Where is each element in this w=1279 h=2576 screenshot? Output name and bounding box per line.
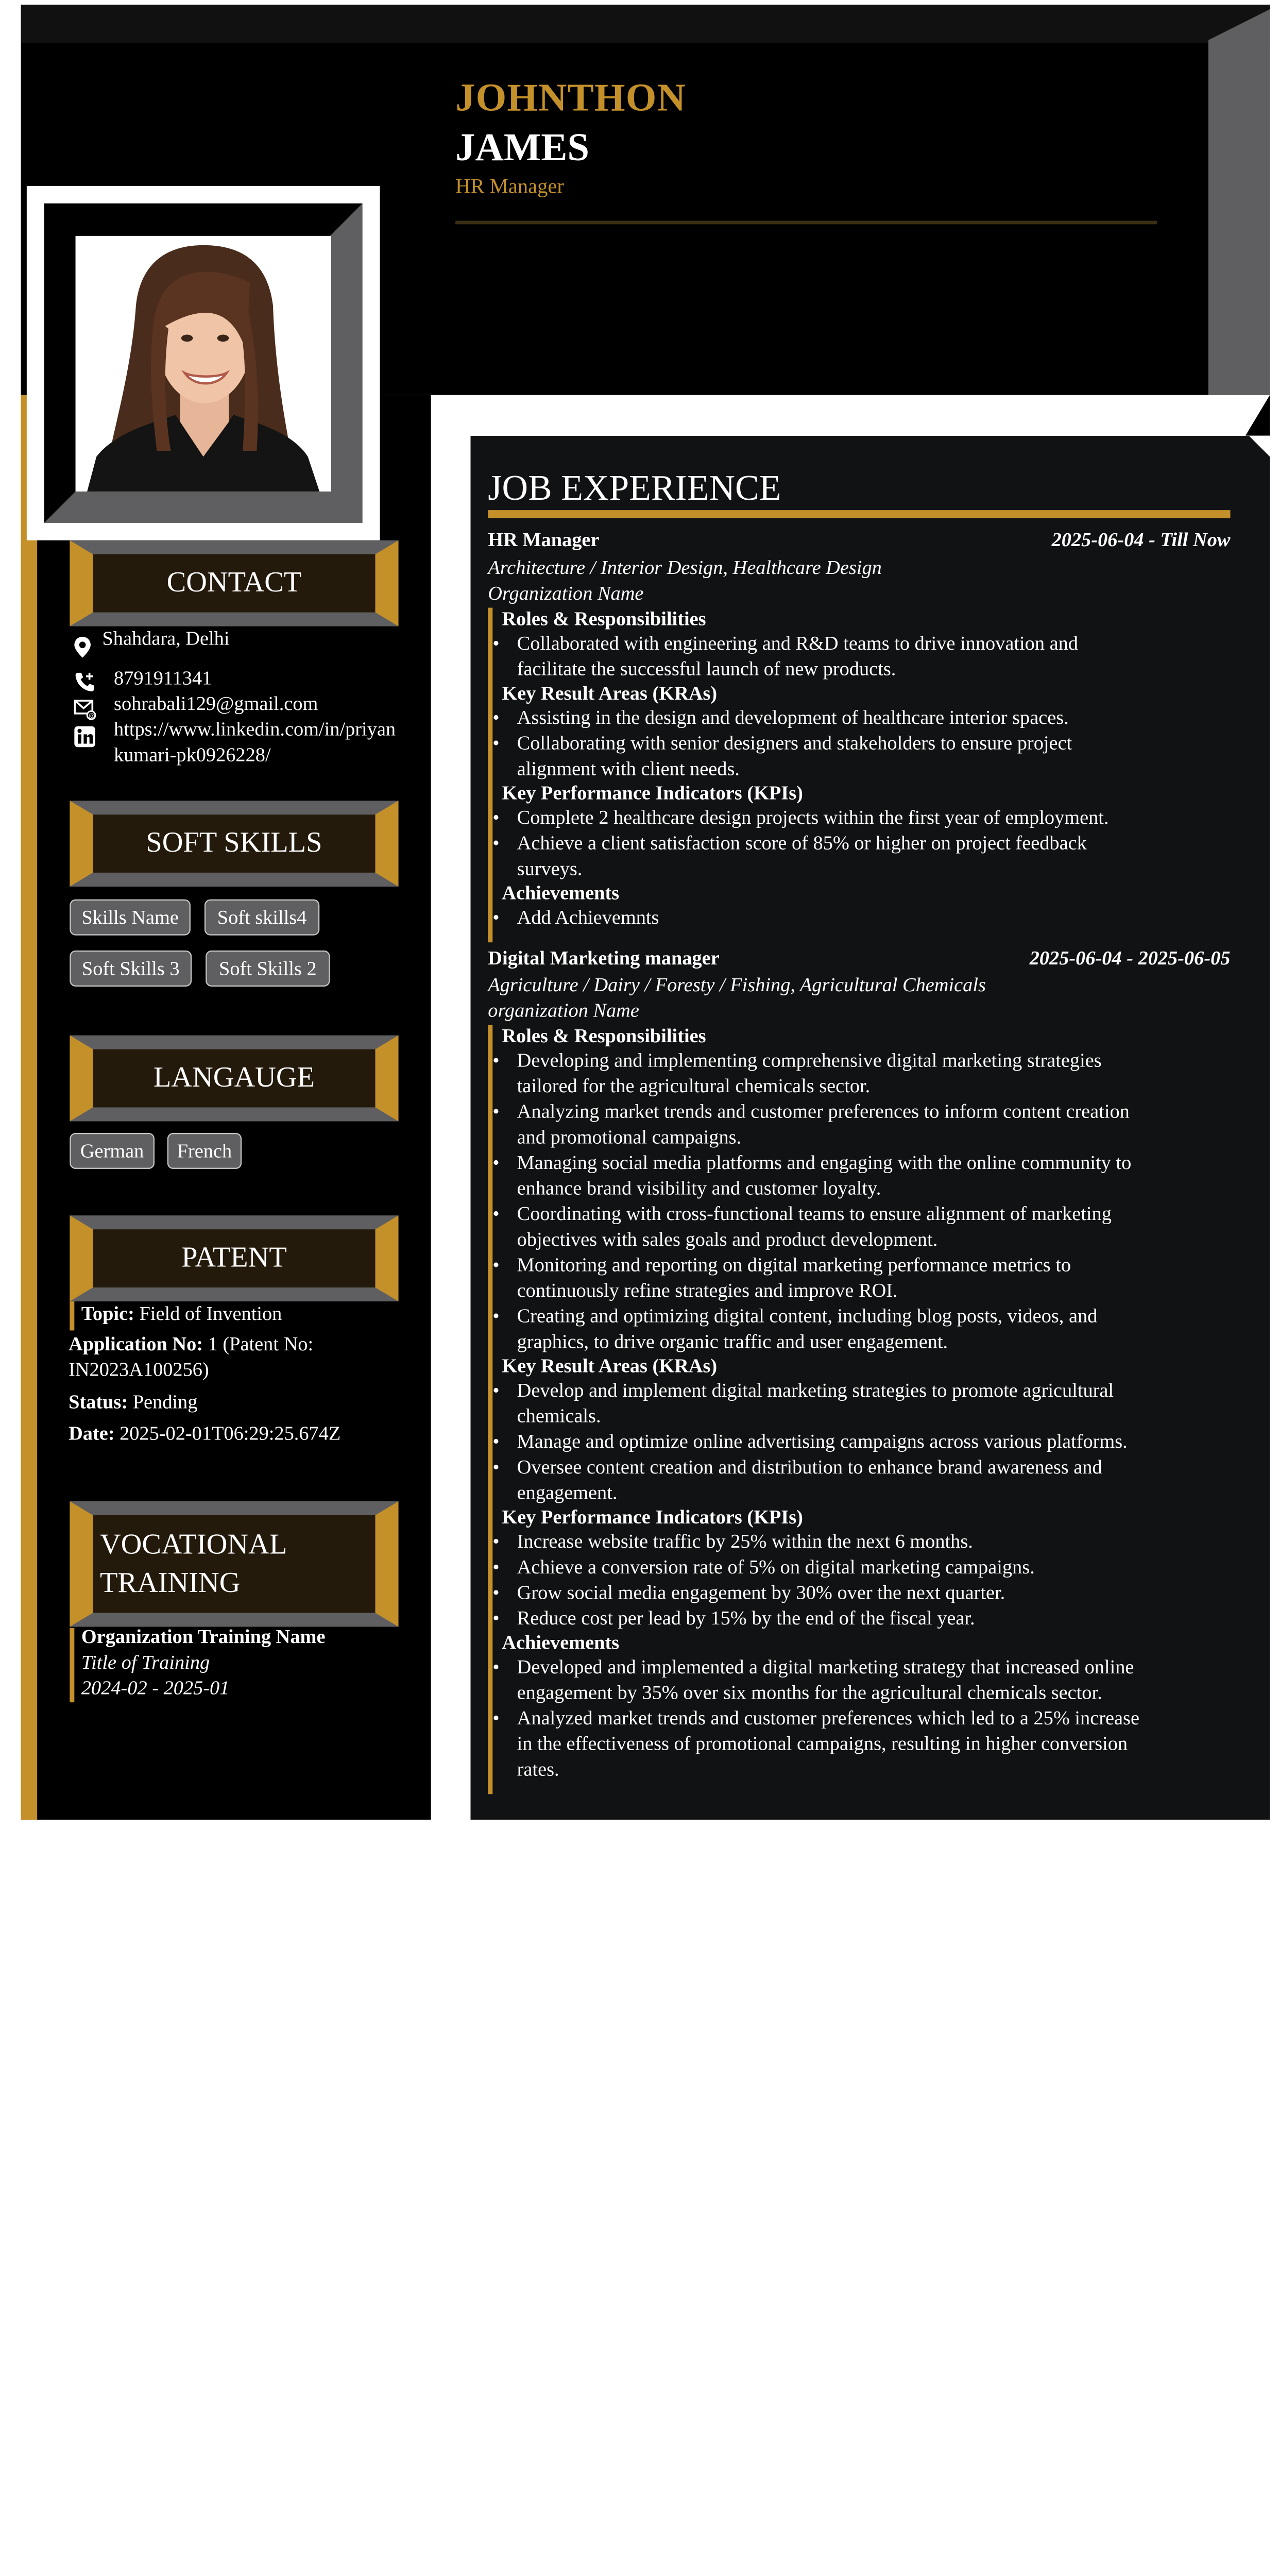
job-organization-1: Organization Name (488, 582, 644, 604)
list-item-line: • Creating and optimizing digital content, including blog posts, videos, and (517, 1304, 1098, 1327)
list-item-line: • Achieve a client satisfaction score of 85% or higher on project feedback (517, 832, 1087, 854)
soft-skills-heading-label: SOFT SKILLS (146, 827, 322, 859)
contact-email[interactable]: sohrabali129@gmail.com (114, 692, 318, 715)
list-item-line: rates. (517, 1758, 559, 1781)
kra-list (488, 1378, 1225, 1506)
contact-location: Shahdara, Delhi (102, 627, 230, 650)
job-title: HR Manager (455, 174, 564, 198)
list-item-line: • Complete 2 healthcare design projects within the first year of employment. (517, 806, 1109, 829)
patent-application (69, 1329, 313, 1358)
vocational-training-heading-label: VOCATIONAL TRAINING (99, 1529, 286, 1599)
patent-status-value: Pending (132, 1391, 198, 1413)
list-item-line: • Managing social media platforms and engaging with the online community to (517, 1151, 1132, 1174)
list-item (488, 631, 1225, 682)
skill-tag: Soft Skills 3 (70, 951, 192, 987)
list-item (488, 1429, 1225, 1455)
list-item-line: in the effectiveness of promotional campaigns, resulting in higher conversion (517, 1732, 1128, 1755)
kpi-list (488, 1529, 1225, 1631)
list-item (488, 1252, 1225, 1303)
list-item (488, 1580, 1225, 1606)
list-item (488, 1048, 1225, 1099)
job-industry-2: Agriculture / Dairy / Foresty / Fishing, Agricultural Chemicals (488, 974, 986, 996)
job-organization-2: organization Name (488, 999, 639, 1022)
language-tag: French (167, 1133, 242, 1169)
list-item (488, 705, 1225, 731)
vocational-organization: Organization Training Name (81, 1625, 326, 1648)
patent-topic-label: Topic: (81, 1302, 134, 1325)
list-item (488, 1529, 1225, 1555)
svg-text:@: @ (88, 711, 95, 720)
patent-date (69, 1419, 340, 1448)
vocational-dates: 2024-02 - 2025-01 (81, 1676, 230, 1699)
list-item-line: • Analyzing market trends and customer preferences to inform content creation (517, 1100, 1130, 1123)
linkedin-icon (73, 725, 96, 748)
patent-accent-bar (70, 1301, 74, 1330)
list-item-line: • Grow social media engagement by 30% over the next quarter. (517, 1581, 1005, 1604)
soft-skills-heading (70, 801, 398, 887)
list-item-line: and promotional campaigns. (517, 1126, 742, 1148)
list-item (488, 1201, 1225, 1252)
achievements-heading: Achievements (502, 882, 620, 904)
kra-heading: Key Result Areas (KRAs) (502, 682, 718, 704)
list-item-line: alignment with client needs. (517, 757, 740, 780)
list-item-line: objectives with sales goals and product development. (517, 1228, 938, 1250)
achievements-heading: Achievements (502, 1631, 620, 1654)
list-item-line: engagement by 35% over six months for the agricultural chemicals sector. (517, 1681, 1102, 1704)
last-name: JAMES (455, 126, 590, 170)
language-tag: German (70, 1133, 155, 1169)
list-item-line: facilitate the successful launch of new products. (517, 657, 896, 680)
patent-topic-value: Field of Invention (139, 1302, 282, 1325)
list-item-line: • Reduce cost per lead by 15% by the end of the fiscal year. (517, 1607, 975, 1630)
list-item (488, 1606, 1225, 1632)
language-heading (70, 1036, 398, 1122)
skill-tag: Soft skills4 (204, 900, 319, 936)
job-details-2 (488, 1025, 1225, 1783)
list-item-line: • Manage and optimize online advertising campaigns across various platforms. (517, 1430, 1128, 1453)
list-item (488, 1555, 1225, 1581)
patent-heading (70, 1215, 398, 1301)
list-item-line: • Analyzed market trends and customer preferences which led to a 25% increase (517, 1707, 1139, 1730)
list-item-line: • Increase website traffic by 25% within the next 6 months. (517, 1530, 973, 1553)
list-item-line: • Oversee content creation and distribution to enhance brand awareness and (517, 1456, 1102, 1478)
kpi-heading: Key Performance Indicators (KPIs) (502, 1505, 803, 1528)
vocational-accent-bar (70, 1628, 74, 1702)
profile-photo-icon (76, 236, 331, 492)
email-icon (73, 697, 96, 720)
list-item-line: • Developing and implementing comprehensive digital marketing strategies (517, 1049, 1102, 1072)
contact-linkedin[interactable] (114, 717, 431, 771)
list-item-line: • Monitoring and reporting on digital marketing performance metrics to (517, 1253, 1071, 1276)
linkedin-line-2[interactable]: kumari-pk0926228/ (114, 743, 271, 766)
patent-status (69, 1387, 197, 1416)
list-item (488, 731, 1225, 782)
list-item-line: • Assisting in the design and development of healthcare interior spaces. (517, 706, 1069, 729)
profile-photo (76, 236, 331, 492)
list-item (488, 805, 1225, 831)
list-item-line: • Collaborating with senior designers and stakeholders to ensure project (517, 732, 1072, 754)
roles-heading: Roles & Responsibilities (502, 1025, 706, 1047)
patent-application-value: 1 (Patent No: (208, 1332, 314, 1355)
job-dates-1: 2025-06-04 - Till Now (1051, 529, 1231, 551)
header-grey-accent (1208, 9, 1270, 395)
list-item-line: • Collaborated with engineering and R&D teams to drive innovation and (517, 632, 1078, 654)
list-item-line: • Achieve a conversion rate of 5% on digital marketing campaigns. (517, 1555, 1035, 1578)
patent-topic (81, 1299, 282, 1328)
list-item-line: • Coordinating with cross-functional teams to ensure alignment of marketing (517, 1202, 1112, 1225)
roles-list (488, 631, 1225, 682)
list-item-line: • Add Achievemnts (517, 906, 659, 929)
contact-phone[interactable]: 8791911341 (114, 667, 212, 689)
list-item-line: graphics, to drive organic traffic and user engagement. (517, 1330, 948, 1353)
achievements-list (488, 1655, 1225, 1783)
list-item-line: enhance brand visibility and customer loyalty. (517, 1177, 881, 1199)
kra-heading: Key Result Areas (KRAs) (502, 1354, 718, 1377)
job-industry-1: Architecture / Interior Design, Healthcare Design (488, 556, 882, 579)
patent-date-label: Date: (69, 1422, 115, 1445)
list-item-line: continuously refine strategies and improve ROI. (517, 1279, 898, 1302)
left-gold-strip (21, 395, 38, 1820)
list-item-line: engagement. (517, 1481, 618, 1504)
phone-icon (73, 670, 96, 693)
list-item (488, 1378, 1225, 1429)
list-item (488, 1099, 1225, 1150)
kpi-list (488, 805, 1225, 882)
location-pin-icon (71, 636, 94, 659)
list-item-line: • Develop and implement digital marketing strategies to promote agricultural (517, 1379, 1114, 1402)
list-item (488, 831, 1225, 882)
job-experience-heading: JOB EXPERIENCE (488, 467, 781, 508)
contact-heading-label: CONTACT (166, 567, 302, 599)
roles-list (488, 1048, 1225, 1354)
kpi-heading: Key Performance Indicators (KPIs) (502, 782, 803, 804)
list-item (488, 1706, 1225, 1783)
patent-heading-label: PATENT (181, 1242, 287, 1274)
language-heading-label: LANGAUGE (153, 1062, 315, 1094)
list-item-line: tailored for the agricultural chemicals sector. (517, 1075, 871, 1097)
list-item-line: • Developed and implemented a digital marketing strategy that increased online (517, 1655, 1134, 1678)
job-title-1: HR Manager (488, 529, 600, 551)
skill-tag: Skills Name (70, 900, 191, 936)
job-details-1 (488, 608, 1225, 931)
vocational-title: Title of Training (81, 1651, 210, 1673)
list-item (488, 1655, 1225, 1706)
job-title-2: Digital Marketing manager (488, 947, 720, 970)
job-dates-2: 2025-06-04 - 2025-06-05 (1029, 947, 1231, 970)
first-name: JOHNTHON (455, 76, 686, 120)
patent-application-label: Application No: (69, 1332, 203, 1355)
patent-status-label: Status: (69, 1391, 128, 1413)
list-item (488, 905, 1225, 931)
list-item (488, 1150, 1225, 1201)
vocational-training-heading (70, 1501, 398, 1627)
list-item-line: surveys. (517, 857, 583, 880)
patent-application-number: IN2023A100256) (69, 1358, 209, 1381)
list-item (488, 1455, 1225, 1506)
skill-tag: Soft Skills 2 (206, 951, 330, 987)
roles-heading: Roles & Responsibilities (502, 607, 706, 630)
header-divider (455, 221, 1157, 225)
job-experience-underline (488, 510, 1230, 518)
list-item-line: chemicals. (517, 1404, 601, 1427)
header-top-strip (21, 5, 1270, 43)
patent-date-value: 2025-02-01T06:29:25.674Z (120, 1422, 341, 1445)
linkedin-line-1[interactable]: https://www.linkedin.com/in/priyan (114, 718, 396, 740)
achievements-list (488, 905, 1225, 931)
list-item (488, 1304, 1225, 1355)
contact-heading (70, 540, 398, 626)
kra-list (488, 705, 1225, 782)
